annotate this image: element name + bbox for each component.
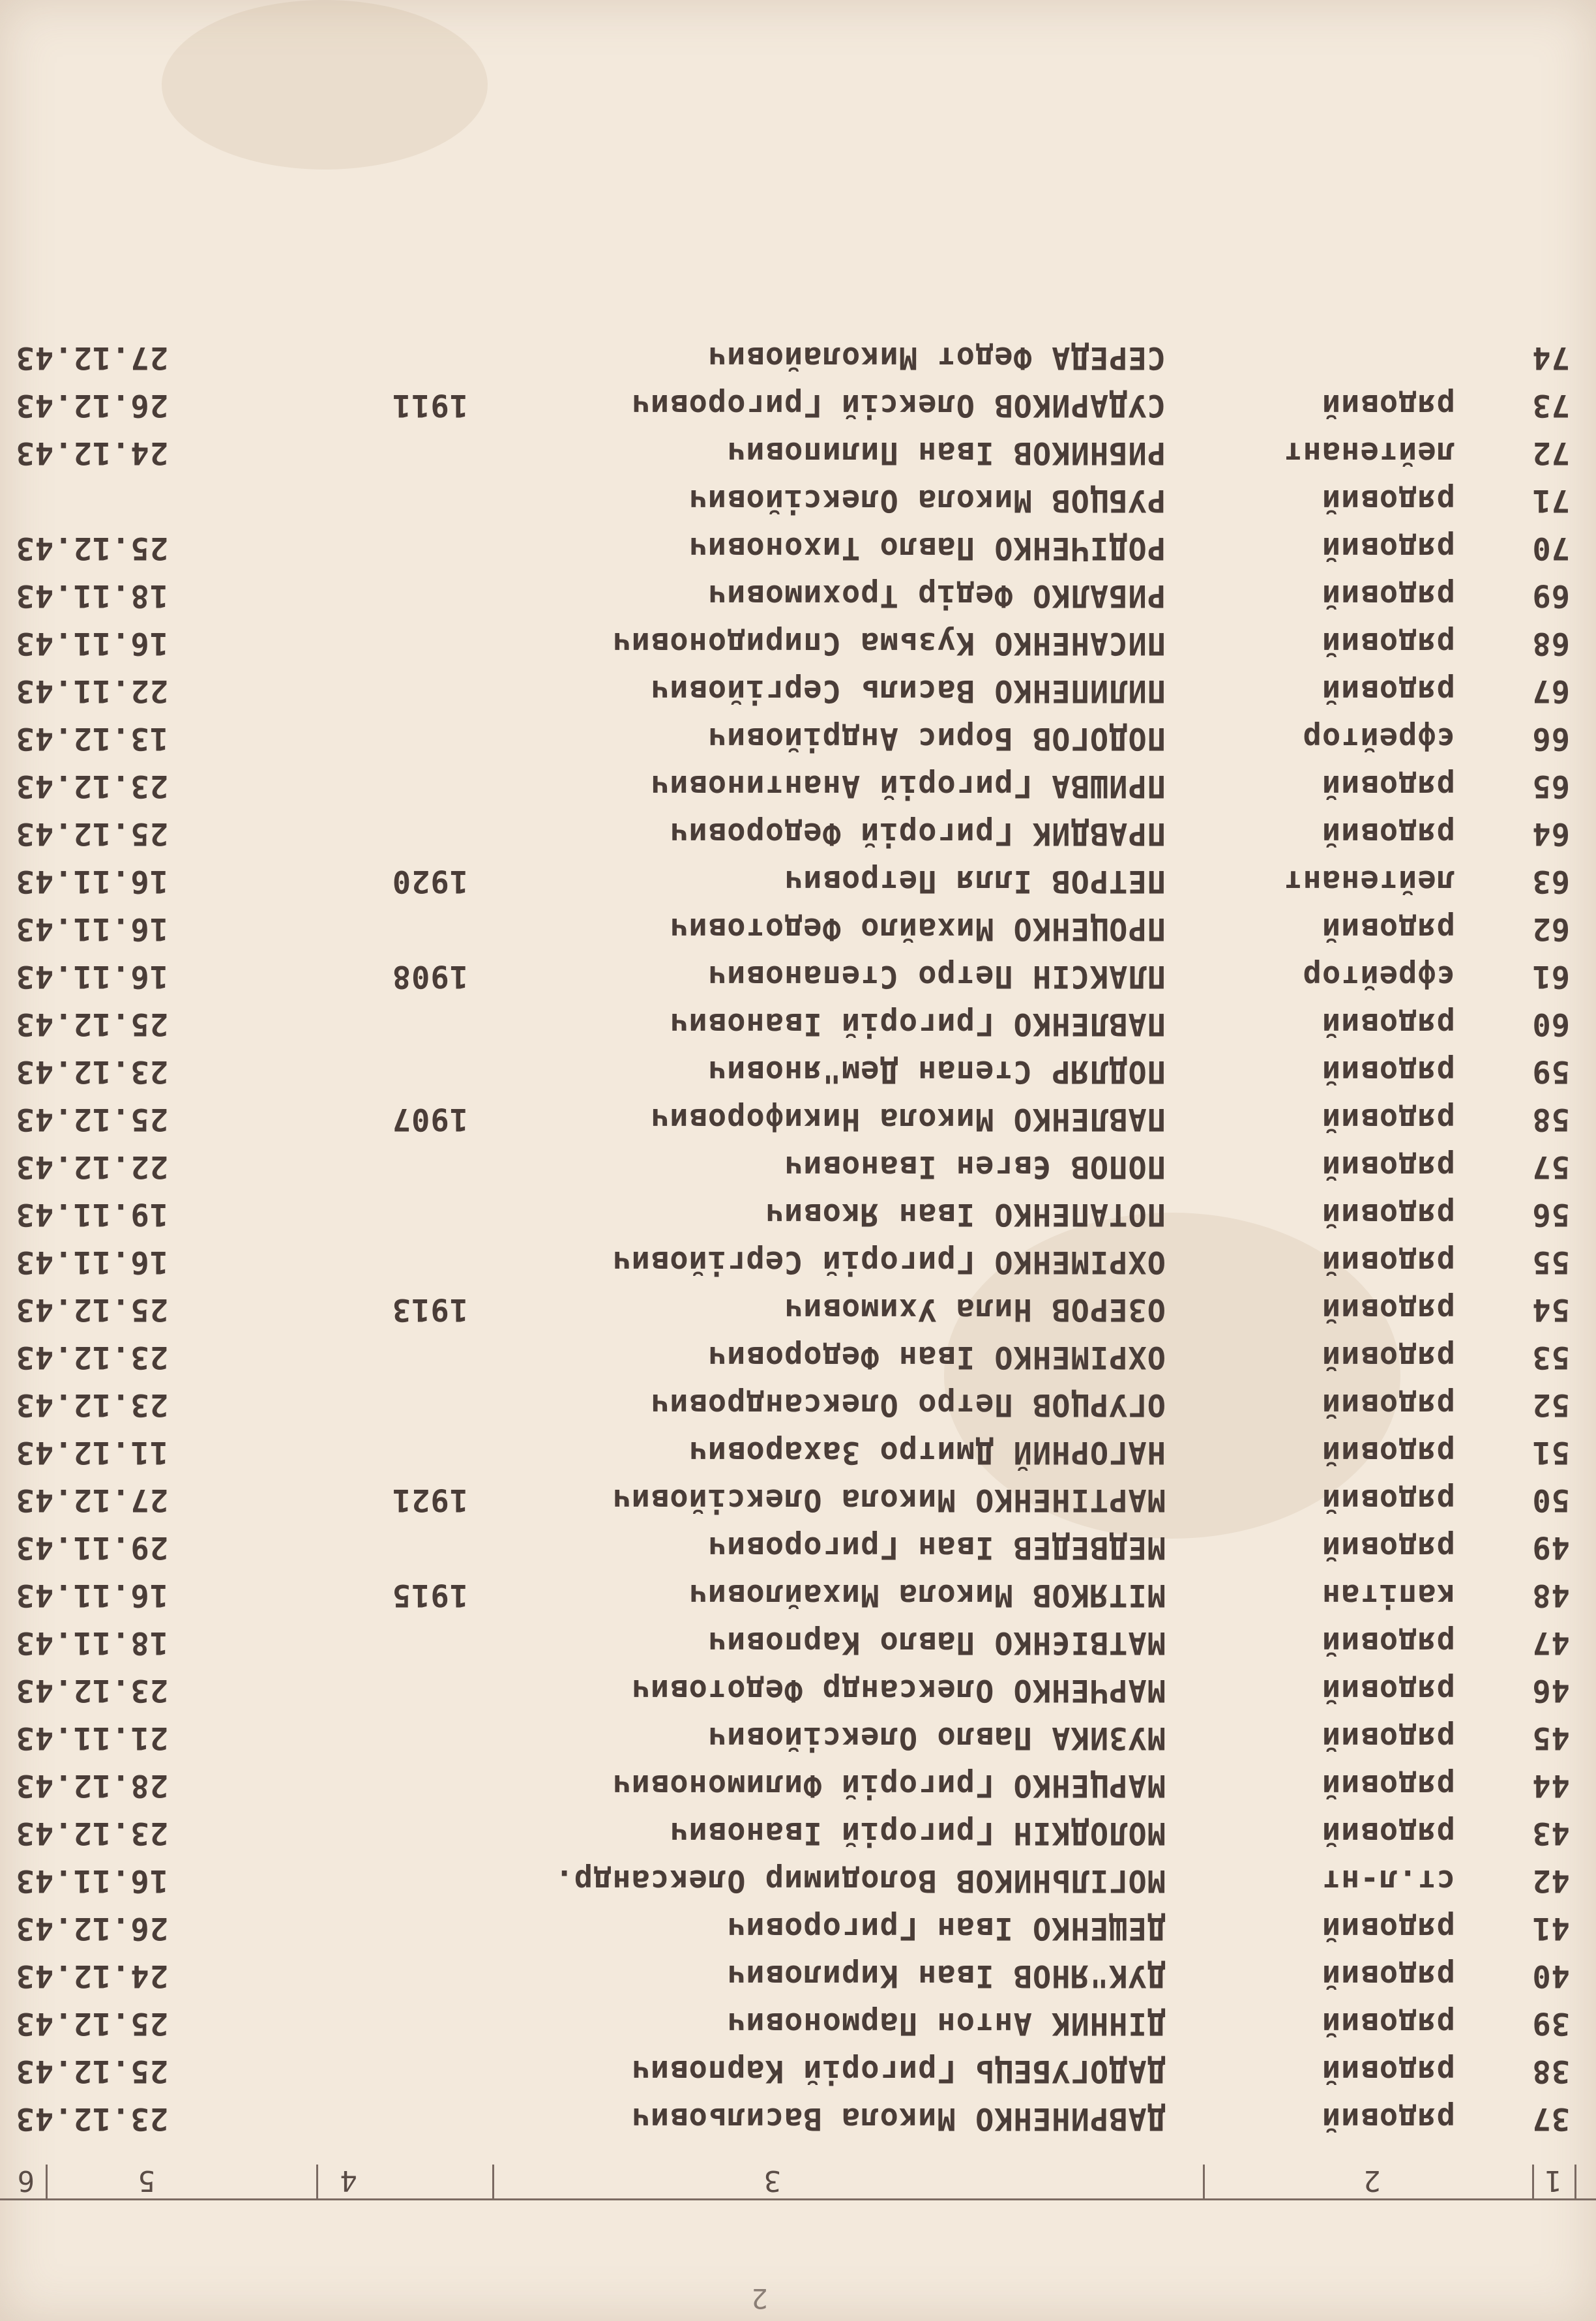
record-date: 18.11.43 [15, 578, 168, 614]
record-number: 55 [1531, 1244, 1570, 1280]
record-name: ПРОЦЕНКО Михайло Федотович [669, 911, 1166, 947]
table-row [0, 384, 1596, 423]
record-name: НАГОРНИЙ Дмитро Захарович [688, 1434, 1166, 1470]
record-date: 28.12.43 [15, 1767, 168, 1803]
record-name: ДУК"ЯНОВ Іван Кирилович [726, 1958, 1166, 1994]
table-row [0, 1621, 1596, 1661]
record-name: ПОДОГОВ Борис Андрійович [707, 720, 1166, 756]
record-number: 48 [1531, 1577, 1570, 1613]
record-rank: єфрейтор [1302, 958, 1455, 994]
table-row [0, 479, 1596, 518]
record-date: 25.12.43 [15, 2005, 168, 2041]
record-date: 27.12.43 [15, 340, 168, 376]
record-number: 66 [1531, 720, 1570, 756]
record-date: 16.11.43 [15, 1244, 168, 1280]
record-rank: рядовий [1321, 1292, 1455, 1327]
table-row [0, 670, 1596, 709]
column-divider [46, 2165, 48, 2198]
record-date: 11.12.43 [15, 1434, 168, 1470]
table-row [0, 1288, 1596, 1327]
record-date: 23.12.43 [15, 1672, 168, 1708]
record-rank: рядовий [1321, 1530, 1455, 1565]
table-row [0, 955, 1596, 994]
paper-stain [162, 0, 488, 170]
record-name: РИБАЛКО Федір Трохимович [707, 578, 1166, 614]
column-divider [1203, 2165, 1205, 2198]
table-row [0, 432, 1596, 471]
table-row [0, 717, 1596, 756]
record-date: 26.12.43 [15, 387, 168, 423]
record-number: 41 [1531, 1910, 1570, 1946]
record-date: 24.12.43 [15, 435, 168, 471]
record-birth-year: 1908 [391, 958, 468, 994]
record-number: 57 [1531, 1149, 1570, 1185]
record-number: 67 [1531, 673, 1570, 709]
record-name: ПРАВДИК Григорій Федорович [669, 816, 1166, 851]
table-row [0, 812, 1596, 851]
record-number: 61 [1531, 958, 1570, 994]
table-row [0, 1146, 1596, 1185]
record-number: 68 [1531, 625, 1570, 661]
record-rank: рядовий [1321, 1672, 1455, 1708]
record-number: 39 [1531, 2005, 1570, 2041]
record-rank: рядовий [1321, 482, 1455, 518]
record-rank: рядовий [1321, 1815, 1455, 1851]
record-date: 26.12.43 [15, 1910, 168, 1946]
record-name: ДІННИК Антон Пармонович [726, 2005, 1166, 2041]
table-row [0, 622, 1596, 661]
record-number: 74 [1531, 340, 1570, 376]
record-date: 13.12.43 [15, 720, 168, 756]
record-number: 63 [1531, 863, 1570, 899]
table-row [0, 1526, 1596, 1565]
page-number: 2 [751, 2283, 768, 2314]
record-name: РОДІЧЕНКО Павло Тихонович [688, 530, 1166, 566]
table-row [0, 2002, 1596, 2041]
record-name: ПИЛИПЕНКО Василь Сергійович [649, 673, 1166, 709]
record-name: ПОДЛЯР Степан Дем"янович [707, 1054, 1166, 1089]
record-date: 23.12.43 [15, 1054, 168, 1089]
record-name: МОГІЛЬНИКОВ Володимир Олександр. [554, 1863, 1166, 1899]
table-row [0, 1955, 1596, 1994]
record-name: ОЗЕРОВ Нила Ухимович [784, 1292, 1166, 1327]
record-name: РУБЦОВ Микола Олексійович [688, 482, 1166, 518]
record-number: 38 [1531, 2053, 1570, 2089]
table-row [0, 1431, 1596, 1470]
record-name: ПЕТРОВ Ілля Петрович [784, 863, 1166, 899]
record-rank: рядовий [1321, 1434, 1455, 1470]
table-row [0, 1050, 1596, 1089]
record-number: 46 [1531, 1672, 1570, 1708]
table-row [0, 1907, 1596, 1946]
record-rank: рядовий [1321, 1910, 1455, 1946]
record-number: 51 [1531, 1434, 1570, 1470]
table-row [0, 1383, 1596, 1423]
record-rank: рядовий [1321, 1720, 1455, 1756]
record-birth-year: 1911 [391, 387, 468, 423]
record-date: 29.11.43 [15, 1530, 168, 1565]
record-date: 16.11.43 [15, 1577, 168, 1613]
record-date: 22.11.43 [15, 673, 168, 709]
record-rank: рядовий [1321, 1958, 1455, 1994]
record-rank: рядовий [1321, 625, 1455, 661]
record-date: 24.12.43 [15, 1958, 168, 1994]
record-number: 49 [1531, 1530, 1570, 1565]
record-date: 25.12.43 [15, 1101, 168, 1137]
record-date: 23.12.43 [15, 1387, 168, 1423]
record-number: 73 [1531, 387, 1570, 423]
record-date: 16.11.43 [15, 958, 168, 994]
record-name: ОХРІМЕНКО Григорій Сергійович [612, 1244, 1166, 1280]
record-name: ДАДОГУБЕЦЬ Григорій Карпович [630, 2053, 1166, 2089]
record-number: 43 [1531, 1815, 1570, 1851]
column-divider [1532, 2165, 1534, 2198]
table-row [0, 1241, 1596, 1280]
column-number: 6 [17, 2164, 35, 2197]
table-row [0, 1764, 1596, 1803]
column-number: 4 [340, 2164, 357, 2197]
table-row [0, 1812, 1596, 1851]
record-birth-year: 1921 [391, 1482, 468, 1518]
table-row [0, 2050, 1596, 2089]
record-rank: рядовий [1321, 1767, 1455, 1803]
column-divider [316, 2165, 318, 2198]
record-date: 23.12.43 [15, 1815, 168, 1851]
record-name: МАРЦЕНКО Григорій Филимонович [612, 1767, 1166, 1803]
record-name: ДАВРИНЕНКО Микола Васильович [630, 2101, 1166, 2136]
record-date: 25.12.43 [15, 1006, 168, 1042]
record-name: СУДАРИКОВ Олексій Григорович [630, 387, 1166, 423]
record-name: МАТВІЄНКО Павло Карпович [707, 1625, 1166, 1661]
record-rank: рядовий [1321, 673, 1455, 709]
record-rank: рядовий [1321, 1625, 1455, 1661]
record-number: 60 [1531, 1006, 1570, 1042]
record-rank: лейтенант [1283, 863, 1455, 899]
record-rank: рядовий [1321, 2053, 1455, 2089]
record-rank: єфрейтор [1302, 720, 1455, 756]
record-number: 71 [1531, 482, 1570, 518]
record-date: 23.12.43 [15, 768, 168, 804]
record-number: 47 [1531, 1625, 1570, 1661]
record-name: ПОТАПЕНКО Іван Якович [764, 1196, 1166, 1232]
record-name: ПОПОВ Євген Іванович [784, 1149, 1166, 1185]
record-number: 42 [1531, 1863, 1570, 1899]
record-name: ПАВЛЕНКО Микола Никифорович [649, 1101, 1166, 1137]
record-rank: рядовий [1321, 1149, 1455, 1185]
table-row [0, 1669, 1596, 1708]
table-row [0, 1574, 1596, 1613]
record-name: МАРТІНЕНКО Микола Олексійович [612, 1482, 1166, 1518]
record-rank: лейтенант [1283, 435, 1455, 471]
record-number: 37 [1531, 2101, 1570, 2136]
table-row [0, 527, 1596, 566]
record-rank: рядовий [1321, 1101, 1455, 1137]
record-number: 45 [1531, 1720, 1570, 1756]
record-date: 27.12.43 [15, 1482, 168, 1518]
record-number: 50 [1531, 1482, 1570, 1518]
record-date: 25.12.43 [15, 1292, 168, 1327]
table-row [0, 1717, 1596, 1756]
record-name: МУЗИКА Павло Олексійович [707, 1720, 1166, 1756]
record-number: 52 [1531, 1387, 1570, 1423]
record-rank: рядовий [1321, 2101, 1455, 2136]
record-number: 69 [1531, 578, 1570, 614]
record-date: 25.12.43 [15, 816, 168, 851]
record-rank: рядовий [1321, 768, 1455, 804]
record-date: 16.11.43 [15, 863, 168, 899]
column-number: 2 [1363, 2164, 1381, 2197]
column-number: 1 [1544, 2164, 1562, 2197]
record-name: РИБНИКОВ Іван Пилипович [726, 435, 1166, 471]
record-name: ПИСАНЕНКО Кузьма Спиридонович [612, 625, 1166, 661]
record-rank: рядовий [1321, 1482, 1455, 1518]
record-rank: рядовий [1321, 1196, 1455, 1232]
record-name: СЕРЕДА Федот Миколайович [707, 340, 1166, 376]
record-date: 22.12.43 [15, 1149, 168, 1185]
record-birth-year: 1913 [391, 1292, 468, 1327]
table-row [0, 1098, 1596, 1137]
record-rank: рядовий [1321, 1339, 1455, 1375]
record-date: 25.12.43 [15, 2053, 168, 2089]
record-rank: рядовий [1321, 1387, 1455, 1423]
record-date: 18.11.43 [15, 1625, 168, 1661]
column-divider [1574, 2165, 1576, 2198]
table-row [0, 574, 1596, 614]
table-row [0, 1193, 1596, 1232]
record-number: 65 [1531, 768, 1570, 804]
column-number-header [0, 2153, 1596, 2200]
table-row [0, 765, 1596, 804]
record-number: 59 [1531, 1054, 1570, 1089]
record-name: ОХРІМЕНКО Іван Федорович [707, 1339, 1166, 1375]
record-number: 70 [1531, 530, 1570, 566]
record-name: ПЛАКСІН Петро Степанович [707, 958, 1166, 994]
record-rank: ст.л-нт [1321, 1863, 1455, 1899]
record-rank: рядовий [1321, 1244, 1455, 1280]
record-date: 23.12.43 [15, 1339, 168, 1375]
record-date: 23.12.43 [15, 2101, 168, 2136]
table-row [0, 1859, 1596, 1899]
record-number: 54 [1531, 1292, 1570, 1327]
table-row [0, 1003, 1596, 1042]
record-date: 21.11.43 [15, 1720, 168, 1756]
record-date: 19.11.43 [15, 1196, 168, 1232]
column-divider [492, 2165, 494, 2198]
record-birth-year: 1907 [391, 1101, 468, 1137]
record-number: 44 [1531, 1767, 1570, 1803]
record-name: МОЛОДКІН Григорій Іванович [669, 1815, 1166, 1851]
record-rank: рядовий [1321, 2005, 1455, 2041]
table-row [0, 1479, 1596, 1518]
column-number: 5 [138, 2164, 155, 2197]
record-number: 64 [1531, 816, 1570, 851]
record-name: МАРЧЕНКО Олександр Федотович [630, 1672, 1166, 1708]
table-row [0, 860, 1596, 899]
record-date: 16.11.43 [15, 625, 168, 661]
record-birth-year: 1915 [391, 1577, 468, 1613]
record-name: ДЕЩЕНКО Іван Григорович [726, 1910, 1166, 1946]
record-rank: рядовий [1321, 578, 1455, 614]
column-number: 3 [763, 2164, 781, 2197]
table-row [0, 2097, 1596, 2136]
record-rank: рядовий [1321, 911, 1455, 947]
record-date: 16.11.43 [15, 911, 168, 947]
record-number: 56 [1531, 1196, 1570, 1232]
record-rank: рядовий [1321, 387, 1455, 423]
record-name: МЕДВЕДЕВ Іван Григорович [707, 1530, 1166, 1565]
record-number: 40 [1531, 1958, 1570, 1994]
table-row [0, 1336, 1596, 1375]
record-rank: рядовий [1321, 1006, 1455, 1042]
record-date: 16.11.43 [15, 1863, 168, 1899]
record-rank: рядовий [1321, 530, 1455, 566]
record-name: ПАВЛЕНКО Григорій Іванович [669, 1006, 1166, 1042]
record-rank: капітан [1321, 1577, 1455, 1613]
record-rank: рядовий [1321, 816, 1455, 851]
record-name: ОГУРЦОВ Петро Олександрович [649, 1387, 1166, 1423]
record-name: ПРИШВА Григорій Анантинович [649, 768, 1166, 804]
table-row [0, 336, 1596, 376]
table-row [0, 908, 1596, 947]
record-number: 62 [1531, 911, 1570, 947]
record-name: МІТЯКОВ Микола Михайлович [688, 1577, 1166, 1613]
record-number: 53 [1531, 1339, 1570, 1375]
record-date: 25.12.43 [15, 530, 168, 566]
record-number: 72 [1531, 435, 1570, 471]
record-rank: рядовий [1321, 1054, 1455, 1089]
record-birth-year: 1920 [391, 863, 468, 899]
record-number: 58 [1531, 1101, 1570, 1137]
